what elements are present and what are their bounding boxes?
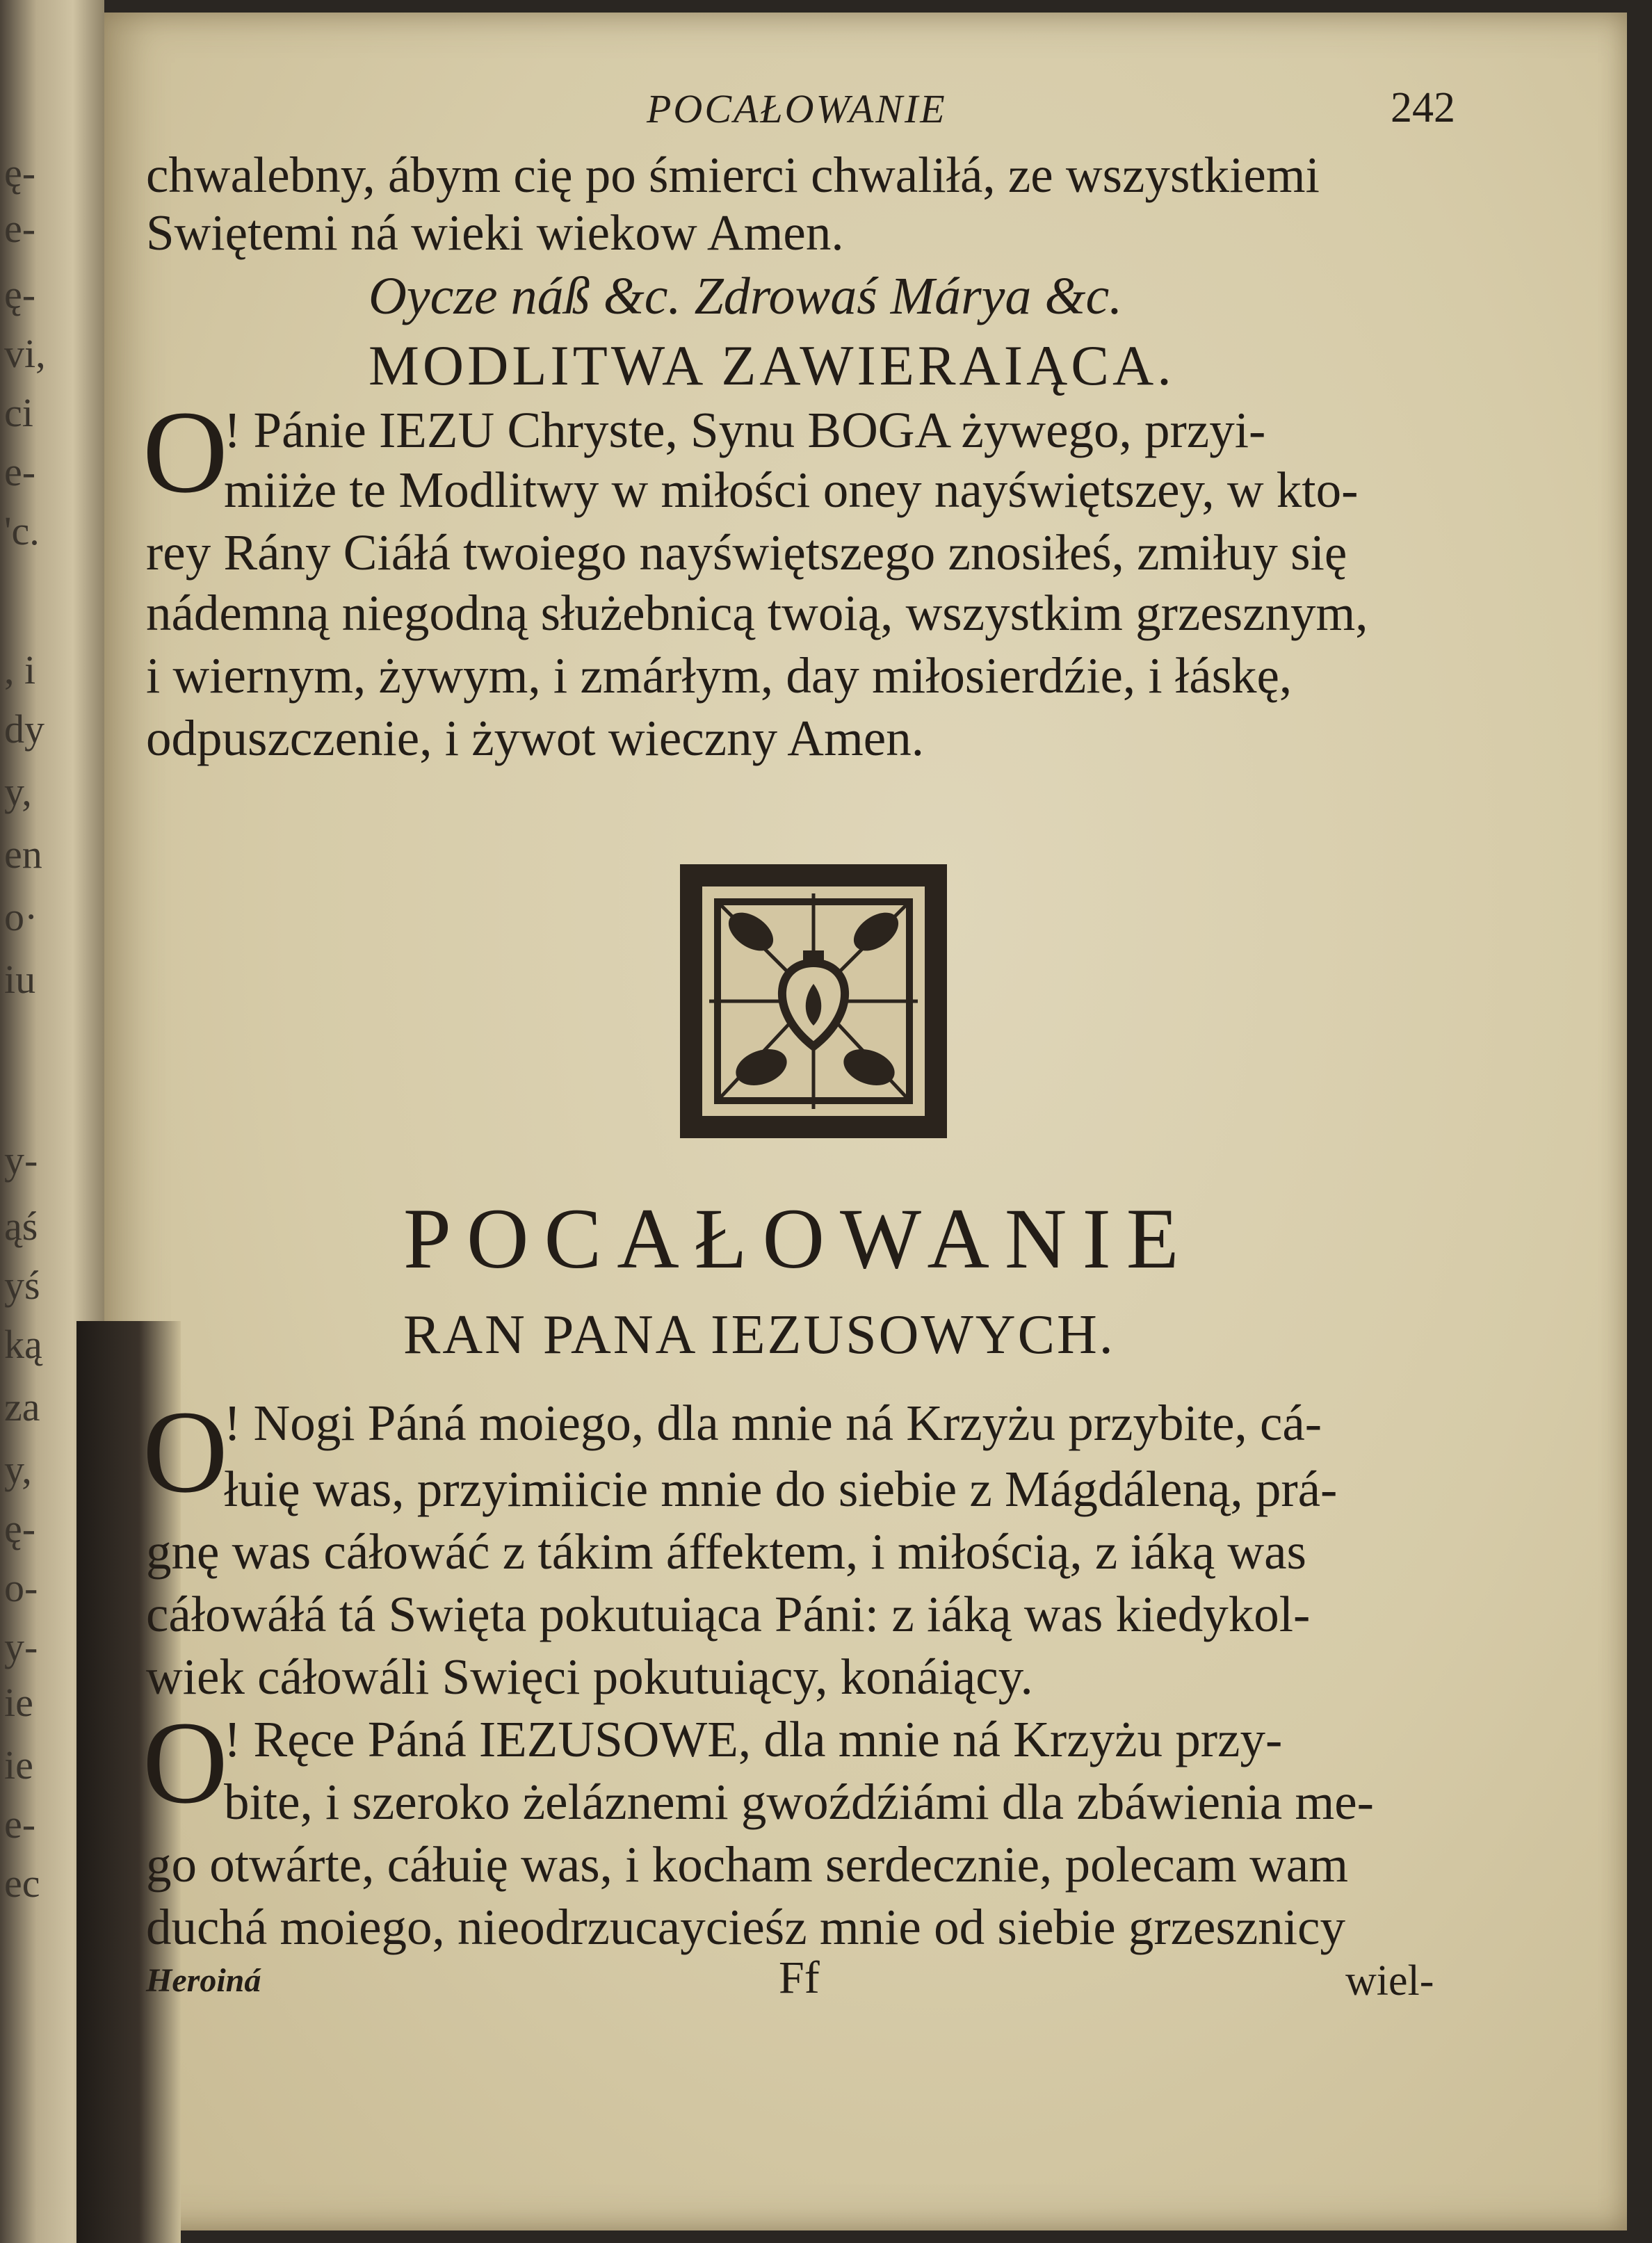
facing-fragment: o- <box>4 1565 38 1610</box>
text-line: ! Ręce Páná IEZUSOWE, dla mnie ná Krzyżu przy- <box>224 1711 1283 1767</box>
prayer-references: Oycze náß &c. Zdrowaś Márya &c. <box>369 267 1123 325</box>
text-line: miiże te Modlitwy w miłości oney nayświętszey, w kto- <box>224 462 1359 518</box>
facing-fragment: ie <box>4 1680 33 1725</box>
section-subtitle: RAN PANA IEZUSOWYCH. <box>403 1304 1115 1366</box>
text-line: go otwárte, cáłuię was, i kocham serdecznie, polecam wam <box>146 1836 1348 1893</box>
facing-fragment: en <box>4 832 42 877</box>
drop-cap: O <box>143 1697 228 1828</box>
facing-fragment: , i <box>4 647 36 693</box>
facing-fragment: ąś <box>4 1204 38 1249</box>
text-line: odpuszczenie, i żywot wieczny Amen. <box>146 710 924 766</box>
gathering-mark: Ff <box>779 1952 820 2003</box>
text-line: bite, i szeroko żeláznemi gwoźdźiámi dla zbáwienia me- <box>224 1774 1374 1830</box>
facing-fragment: y, <box>4 769 32 814</box>
text-line: cáłowáłá tá Swięta pokutuiąca Páni: z iáką was kiedykol- <box>146 1586 1311 1642</box>
facing-fragment: ę- <box>4 272 36 317</box>
section-title: POCAŁOWANIE <box>403 1191 1195 1286</box>
facing-fragment: vi, <box>4 331 46 376</box>
drop-cap: O <box>143 1386 228 1517</box>
facing-fragment: ę- <box>4 150 36 195</box>
facing-fragment: o· <box>4 894 38 939</box>
facing-fragment: ec <box>4 1861 40 1906</box>
facing-fragment: ci <box>4 390 33 435</box>
facing-fragment: e- <box>4 1801 36 1847</box>
facing-fragment: y, <box>4 1447 32 1492</box>
facing-fragment: ę- <box>4 1506 36 1551</box>
text-line: ! Pánie IEZU Chryste, Synu BOGA żywego, przyi- <box>224 402 1266 458</box>
facing-fragment: e- <box>4 206 36 251</box>
text-line: duchá moiego, nieodrzucaycieśz mnie od siebie grzesznicy <box>146 1899 1345 1955</box>
text-line: gnę was cáłowáć z tákim áffektem, i miłością, z iáką was <box>146 1523 1306 1580</box>
page-number: 242 <box>1391 84 1455 131</box>
text-line: rey Rány Ciáłá twoiego nayświętszego znosiłeś, zmiłuy się <box>146 524 1347 581</box>
facing-fragment: 'c. <box>4 508 40 553</box>
facing-fragment: y- <box>4 1137 38 1183</box>
text-line: Swiętemi ná wieki wiekow Amen. <box>146 204 844 261</box>
text-line: nádemną niegodną służebnicą twoią, wszystkim grzesznym, <box>146 585 1368 641</box>
facing-fragment: iu <box>4 957 36 1002</box>
facing-fragment: dy <box>4 706 44 752</box>
drop-cap: O <box>143 387 228 517</box>
section-heading: MODLITWA ZAWIERAIĄCA. <box>369 334 1175 397</box>
text-line: wiek cáłowáli Swięci pokutuiący, konáiący. <box>146 1649 1033 1705</box>
signature-title: Heroiná <box>146 1962 261 1999</box>
text-line: i wiernym, żywym, i zmárłym, day miłosierdźie, i łáskę, <box>146 647 1293 704</box>
facing-fragment: yś <box>4 1263 40 1308</box>
text-line: łuię was, przyimiicie mnie do siebie z Mágdáleną, prá- <box>224 1461 1338 1517</box>
facing-fragment: ie <box>4 1742 33 1788</box>
facing-fragment: za <box>4 1384 40 1430</box>
woodcut-ornament <box>674 859 953 1144</box>
facing-fragment: e- <box>4 449 36 494</box>
catchword: wiel- <box>1345 1957 1434 2005</box>
facing-fragment: ką <box>4 1322 42 1367</box>
text-line: chwalebny, ábym cię po śmierci chwaliłá, ze wszystkiemi <box>146 147 1320 203</box>
facing-fragment: y- <box>4 1624 38 1669</box>
text-line: ! Nogi Páná moiego, dla mnie ná Krzyżu przybite, cá- <box>224 1395 1322 1451</box>
running-title: POCAŁOWANIE <box>647 86 947 131</box>
